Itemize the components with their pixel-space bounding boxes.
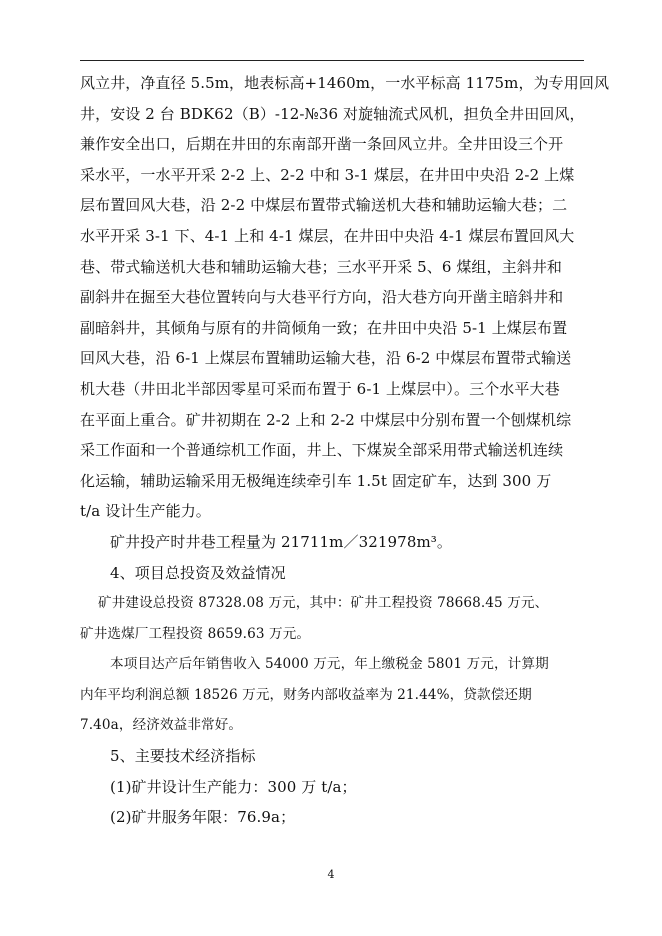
document-body bbox=[80, 68, 610, 833]
text-line: 副暗斜井，其倾角与原有的井筒倾角一致；在井田中央沿 5-1 上煤层布置 bbox=[80, 318, 568, 337]
text-line: 回风大巷，沿 6-1 上煤层布置辅助运输大巷，沿 6-2 中煤层布置带式输送 bbox=[80, 349, 572, 368]
list-item: (1)矿井设计生产能力：300 万 t/a； bbox=[110, 777, 357, 796]
text-line: 内年平均利润总额 18526 万元，财务内部收益率为 21.44%，贷款偿还期 bbox=[80, 686, 532, 703]
text-line: 井，安设 2 台 BDK62（B）-12-№36 对旋轴流式风机，担负全井田回风， bbox=[80, 104, 585, 123]
section-heading: 5、主要技术经济指标 bbox=[110, 747, 256, 766]
text-line: 机大巷（井田北半部因零星可采而布置于 6-1 上煤层中）。三个水平大巷 bbox=[80, 379, 560, 398]
text-line: t/a 设计生产能力。 bbox=[80, 502, 211, 521]
text-line: 矿井投产时井巷工程量为 21711m／321978m³。 bbox=[110, 532, 453, 551]
list-item: (2)矿井服务年限：76.9a； bbox=[110, 808, 296, 827]
text-line: 风立井，净直径 5.5m，地表标高+1460m，一水平标高 1175m，为专用回风 bbox=[80, 74, 610, 92]
header-rule bbox=[80, 60, 584, 61]
text-line: 在平面上重合。矿井初期在 2-2 上和 2-2 中煤层中分别布置一个刨煤机综 bbox=[80, 410, 572, 429]
page-number: 4 bbox=[327, 868, 335, 881]
text-line: 7.40a，经济效益非常好。 bbox=[80, 717, 243, 734]
text-line: 化运输，辅助运输采用无极绳连续牵引车 1.5t 固定矿车，达到 300 万 bbox=[80, 471, 552, 490]
text-line: 矿井建设总投资 87328.08 万元，其中：矿井工程投资 78668.45 万元、 bbox=[98, 595, 549, 612]
section-heading: 4、项目总投资及效益情况 bbox=[110, 563, 286, 582]
text-line: 副斜井在掘至大巷位置转向与大巷平行方向，沿大巷方向开凿主暗斜井和 bbox=[80, 288, 564, 307]
text-line: 层布置回风大巷，沿 2-2 中煤层布置带式输送机大巷和辅助运输大巷；二 bbox=[80, 196, 568, 215]
text-line: 矿井选煤厂工程投资 8659.63 万元。 bbox=[80, 625, 311, 642]
text-line: 采水平，一水平开采 2-2 上、2-2 中和 3-1 煤层，在井田中央沿 2-2 上煤 bbox=[80, 165, 575, 184]
text-line: 本项目达产后年销售收入 54000 万元，年上缴税金 5801 万元，计算期 bbox=[110, 656, 549, 673]
text-line: 兼作安全出口，后期在井田的东南部开凿一条回风立井。全井田设三个开 bbox=[80, 135, 564, 154]
text-line: 水平开采 3-1 下、4-1 上和 4-1 煤层，在井田中央沿 4-1 煤层布置回风大 bbox=[80, 226, 575, 245]
text-line: 采工作面和一个普通综机工作面，井上、下煤炭全部采用带式输送机连续 bbox=[80, 441, 564, 460]
text-line: 巷、带式输送机大巷和辅助运输大巷；三水平开采 5、6 煤组，主斜井和 bbox=[80, 257, 563, 276]
